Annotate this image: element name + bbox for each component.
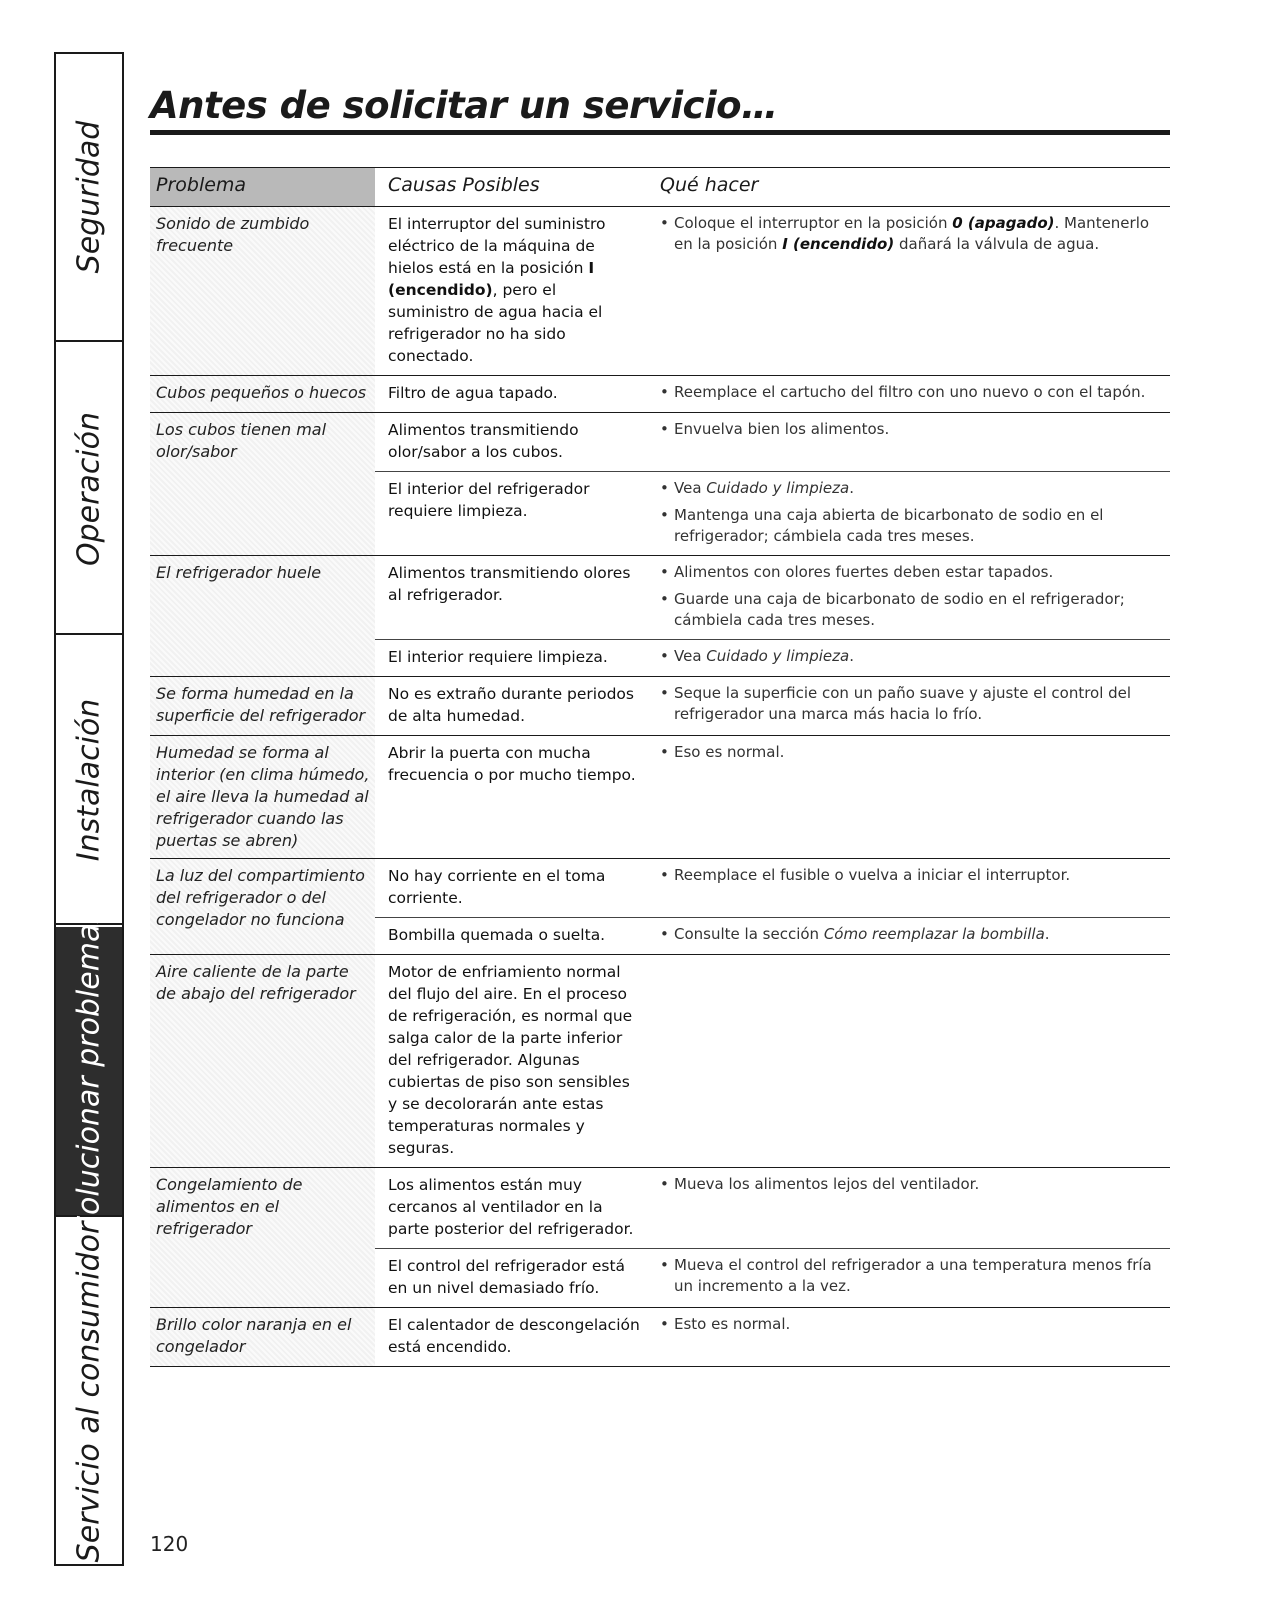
tab-operacion-label: Operación: [71, 411, 107, 566]
cause-groups: [375, 736, 1170, 858]
todo-list: [660, 742, 1170, 763]
cause-cell: Alimentos transmitiendo olores al refrigerador.: [388, 564, 631, 604]
tab-operacion[interactable]: [56, 344, 122, 635]
todo-list: [660, 1314, 1170, 1335]
table-row: [150, 376, 1170, 413]
tab-solucionar-problemas-label: Solucionar problemas: [71, 907, 107, 1235]
cause-cell: No hay corriente en el toma corriente.: [388, 867, 606, 907]
cause-cell: Alimentos transmitiendo olor/sabor a los cubos.: [388, 421, 579, 461]
cause-groups: [375, 1168, 1170, 1307]
problem-cell: El refrigerador huele: [150, 556, 375, 676]
table-row: [150, 955, 1170, 1168]
todo-cell: [647, 1174, 1170, 1240]
todo-item: • Mueva los alimentos lejos del ventilador.: [660, 1174, 1170, 1195]
todo-cell: [647, 683, 1170, 727]
header-problem: Problema: [150, 168, 375, 206]
todo-list: [660, 646, 1170, 667]
todo-cell: [647, 213, 1170, 367]
problem-cell: La luz del compartimiento del refrigerador o del congelador no funciona: [150, 859, 375, 954]
tab-instalacion[interactable]: [56, 637, 122, 925]
todo-item: • Vea Cuidado y limpieza.: [660, 646, 1170, 667]
cause-group: [375, 1308, 1170, 1366]
cause-groups: [375, 677, 1170, 735]
cause-cell: El interior del refrigerador requiere limpieza.: [388, 480, 590, 520]
tab-servicio-al-consumidor[interactable]: [56, 1219, 122, 1564]
table-row: [150, 1308, 1170, 1367]
todo-cell: [647, 865, 1170, 909]
cause-group: [375, 917, 1170, 954]
problem-cell: Los cubos tienen mal olor/sabor: [150, 413, 375, 555]
table-row: [150, 413, 1170, 556]
table-header: [150, 167, 1170, 207]
cause-group: [375, 413, 1170, 471]
todo-cell: [647, 924, 1170, 946]
todo-item: • Mantenga una caja abierta de bicarbonato de sodio en el refrigerador; cámbiela cada tres meses.: [660, 505, 1170, 547]
cause-group: [375, 207, 1170, 375]
problem-cell: Humedad se forma al interior (en clima húmedo, el aire lleva la humedad al refrigerador cuando las puertas se abren): [150, 736, 375, 858]
todo-cell: [647, 961, 1170, 1159]
cause-groups: [375, 376, 1170, 412]
todo-cell: [647, 1255, 1170, 1299]
todo-cell: [647, 419, 1170, 463]
todo-cell: [647, 742, 1170, 786]
table-row: [150, 207, 1170, 376]
table-row: [150, 556, 1170, 677]
todo-item: • Guarde una caja de bicarbonato de sodio en el refrigerador; cámbiela cada tres meses.: [660, 589, 1170, 631]
cause-group: [375, 1168, 1170, 1248]
cause-groups: [375, 556, 1170, 676]
problem-cell: Brillo color naranja en el congelador: [150, 1308, 375, 1366]
todo-cell: [647, 382, 1170, 404]
problem-cell: Aire caliente de la parte de abajo del refrigerador: [150, 955, 375, 1167]
todo-cell: [647, 646, 1170, 668]
cause-groups: [375, 207, 1170, 375]
cause-groups: [375, 955, 1170, 1167]
todo-item: • Vea Cuidado y limpieza.: [660, 478, 1170, 499]
cause-cell: Abrir la puerta con mucha frecuencia o por mucho tiempo.: [388, 744, 636, 784]
title-rule: [150, 130, 1170, 135]
troubleshooting-table: [150, 167, 1170, 1367]
todo-item: • Consulte la sección Cómo reemplazar la bombilla.: [660, 924, 1170, 945]
page-number: 120: [150, 1532, 189, 1556]
problem-cell: Se forma humedad en la superficie del refrigerador: [150, 677, 375, 735]
cause-group: [375, 556, 1170, 639]
tab-instalacion-label: Instalación: [71, 698, 107, 862]
table-row: [150, 859, 1170, 955]
todo-item: • Envuelva bien los alimentos.: [660, 419, 1170, 440]
tab-seguridad[interactable]: [56, 54, 122, 342]
todo-list: [660, 865, 1170, 886]
todo-item: • Coloque el interruptor en la posición 0 (apagado). Mantenerlo en la posición I (encendido) dañará la válvula de agua.: [660, 213, 1170, 255]
cause-cell: Bombilla quemada o suelta.: [388, 926, 606, 944]
todo-item: • Reemplace el cartucho del filtro con uno nuevo o con el tapón.: [660, 382, 1170, 403]
cause-group: [375, 736, 1170, 794]
todo-list: [660, 562, 1170, 631]
table-body: [150, 207, 1170, 1367]
header-causes: Causas Posibles: [388, 174, 540, 196]
todo-item: • Eso es normal.: [660, 742, 1170, 763]
cause-cell: Los alimentos están muy cercanos al ventilador en la parte posterior del refrigerador.: [388, 1176, 634, 1238]
table-row: [150, 736, 1170, 859]
problem-cell: Cubos pequeños o huecos: [150, 376, 375, 412]
cause-group: [375, 471, 1170, 555]
todo-list: [660, 1174, 1170, 1195]
cause-group: [375, 376, 1170, 412]
todo-list: [660, 1255, 1170, 1297]
tab-solucionar-problemas[interactable]: [56, 907, 122, 1235]
table-row: [150, 677, 1170, 736]
todo-list: [660, 382, 1170, 403]
todo-item: • Seque la superficie con un paño suave y ajuste el control del refrigerador una marca más hacia lo frío.: [660, 683, 1170, 725]
cause-cell: El interruptor del suministro eléctrico de la máquina de hielos está en la posición I (encendido), pero el suministro de agua hacia el refrigerador no ha sido conectado.: [388, 215, 606, 365]
todo-cell: [647, 1314, 1170, 1358]
header-todo: Qué hacer: [660, 174, 759, 196]
cause-group: [375, 639, 1170, 676]
cause-cell: Filtro de agua tapado.: [388, 384, 558, 402]
cause-groups: [375, 859, 1170, 954]
cause-group: [375, 1248, 1170, 1307]
todo-item: • Mueva el control del refrigerador a una temperatura menos fría un incremento a la vez.: [660, 1255, 1170, 1297]
todo-list: [660, 419, 1170, 440]
todo-cell: [647, 478, 1170, 547]
page-title: Antes de solicitar un servicio…: [150, 84, 778, 127]
cause-cell: El interior requiere limpieza.: [388, 648, 608, 666]
tab-servicio-al-consumidor-label: Servicio al consumidor: [71, 1221, 107, 1562]
problem-cell: Congelamiento de alimentos en el refrigerador: [150, 1168, 375, 1307]
problem-cell: Sonido de zumbido frecuente: [150, 207, 375, 375]
todo-item: • Reemplace el fusible o vuelva a iniciar el interruptor.: [660, 865, 1170, 886]
todo-list: [660, 924, 1170, 945]
todo-item: • Alimentos con olores fuertes deben estar tapados.: [660, 562, 1170, 583]
cause-cell: El calentador de descongelación está encendido.: [388, 1316, 640, 1356]
cause-groups: [375, 1308, 1170, 1366]
todo-cell: [647, 562, 1170, 631]
todo-list: [660, 213, 1170, 255]
cause-group: [375, 955, 1170, 1167]
tab-seguridad-label: Seguridad: [71, 120, 107, 274]
cause-cell: No es extraño durante periodos de alta humedad.: [388, 685, 634, 725]
cause-groups: [375, 413, 1170, 555]
side-tabs: [54, 52, 124, 1566]
cause-group: [375, 859, 1170, 917]
todo-list: [660, 478, 1170, 547]
todo-item: • Esto es normal.: [660, 1314, 1170, 1335]
cause-cell: El control del refrigerador está en un nivel demasiado frío.: [388, 1257, 626, 1297]
todo-list: [660, 683, 1170, 725]
table-row: [150, 1168, 1170, 1308]
cause-group: [375, 677, 1170, 735]
cause-cell: Motor de enfriamiento normal del flujo del aire. En el proceso de refrigeración, es normal que salga calor de la parte inferior del refrigerador. Algunas cubiertas de piso son sensibles y se decolorarán ante estas temperaturas normales y seguras.: [388, 963, 633, 1157]
